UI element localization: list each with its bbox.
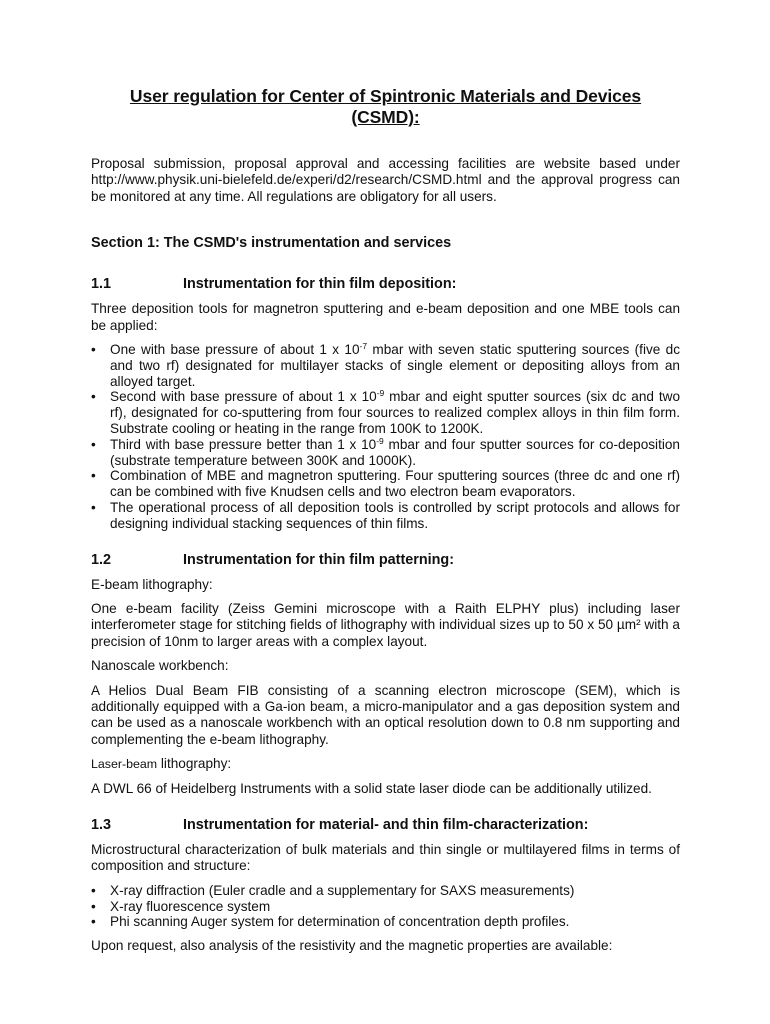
title-line-1: User regulation for Center of Spintronic Materials and Devices — [129, 86, 642, 106]
ebeam-paragraph: One e-beam facility (Zeiss Gemini microscope with a Raith ELPHY plus) including laser interferometer stage for stitching fields of lithography with individual sizes up to 50 x 50 µm² with a precision of 10nm to larger areas with a complex layout. — [91, 601, 680, 649]
bullet-icon: • — [91, 898, 96, 914]
deposition-tools-list — [91, 342, 680, 532]
section-1-title: Section 1: The CSMD's instrumentation and services — [91, 235, 452, 252]
list-item: • One with base pressure of about 1 x $10^{-7}$ mbar with seven static sputtering sources (five dc and two rf) designated for multilayer stacks of single element or depositing alloys from an alloyed target. — [91, 341, 681, 389]
list-item: • Phi scanning Auger system for determination of concentration depth profiles. — [91, 914, 570, 930]
subsection-number: 1.2 — [91, 551, 112, 568]
subsection-1-2-heading — [91, 552, 680, 569]
intro-paragraph: Proposal submission, proposal approval and accessing facilities are website based under http://www.physik.uni-bielefeld.de/experi/d2/research/CSMD.html and the approval progress can be monitored at any time. All regulations are obligatory for all users. — [91, 156, 680, 204]
bullet-icon: • — [91, 882, 96, 898]
list-item: • Combination of MBE and magnetron sputtering. Four sputtering sources (three dc and one rf) can be combined with five Knudsen cells and two electron beam evaporators. — [91, 468, 680, 500]
subsection-title: Instrumentation for thin film patterning: — [183, 551, 455, 568]
subsection-1-3-heading — [91, 817, 680, 834]
laser-paragraph: A DWL 66 of Heidelberg Instruments with a solid state laser diode can be additionally utilized. — [91, 780, 652, 796]
list-item: • X-ray diffraction (Euler cradle and a supplementary for SAXS measurements) — [91, 882, 575, 898]
list-item: • Third with base pressure better than 1 x $10^{-9}$ mbar and four sputter sources for co-deposition (substrate temperature between 300K and 1000K). — [91, 435, 680, 468]
bullet-icon: • — [91, 389, 96, 405]
nanoscale-paragraph: A Helios Dual Beam FIB consisting of a scanning electron microscope (SEM), which is additionally equipped with a Ga-ion beam, a micro-manipulator and a gas deposition system and can be used as a nanoscale workbench with an optical resolution down to 0.8 nm supporting and complementing the e-beam lithography. — [91, 682, 680, 747]
closing-paragraph: Upon request, also analysis of the resistivity and the magnetic properties are available: — [91, 938, 613, 954]
subsection-title: Instrumentation for thin film deposition: — [183, 276, 457, 293]
subsection-1-1-heading — [91, 276, 680, 293]
bullet-icon: • — [91, 500, 96, 515]
subsection-number: 1.1 — [91, 276, 112, 293]
subsection-number: 1.3 — [91, 817, 112, 834]
title-line-2: (CSMD): — [351, 107, 420, 127]
list-item: • X-ray fluorescence system — [91, 898, 271, 914]
nanoscale-label: Nanoscale workbench: — [91, 658, 229, 674]
document-title — [91, 86, 680, 128]
laser-label: Laser-beam lithography: — [91, 756, 232, 772]
ebeam-label: E-beam lithography: — [91, 576, 213, 592]
document-page — [91, 86, 680, 955]
bullet-icon: • — [91, 342, 96, 358]
characterization-lead: Microstructural characterization of bulk materials and thin single or multilayered films in terms of composition and structure: — [91, 842, 680, 874]
subsection-title: Instrumentation for material- and thin film-characterization: — [183, 817, 589, 834]
list-item: • Second with base pressure of about 1 x $10^{-9}$ mbar and eight sputter sources (six dc and two rf), designated for co-sputtering from four sources to realized complex alloys in thin film form. Substrate cooling or heating in the range from 100K to 1200K. — [91, 388, 680, 437]
bullet-icon: • — [91, 436, 96, 452]
bullet-icon: • — [91, 468, 96, 484]
list-item: • The operational process of all deposition tools is controlled by script protocols and allows for designing individual stacking sequences of thin films. — [91, 500, 680, 531]
bullet-icon: • — [91, 914, 96, 930]
deposition-lead: Three deposition tools for magnetron sputtering and e-beam deposition and one MBE tools can be applied: — [91, 301, 680, 333]
characterization-list — [91, 883, 680, 930]
